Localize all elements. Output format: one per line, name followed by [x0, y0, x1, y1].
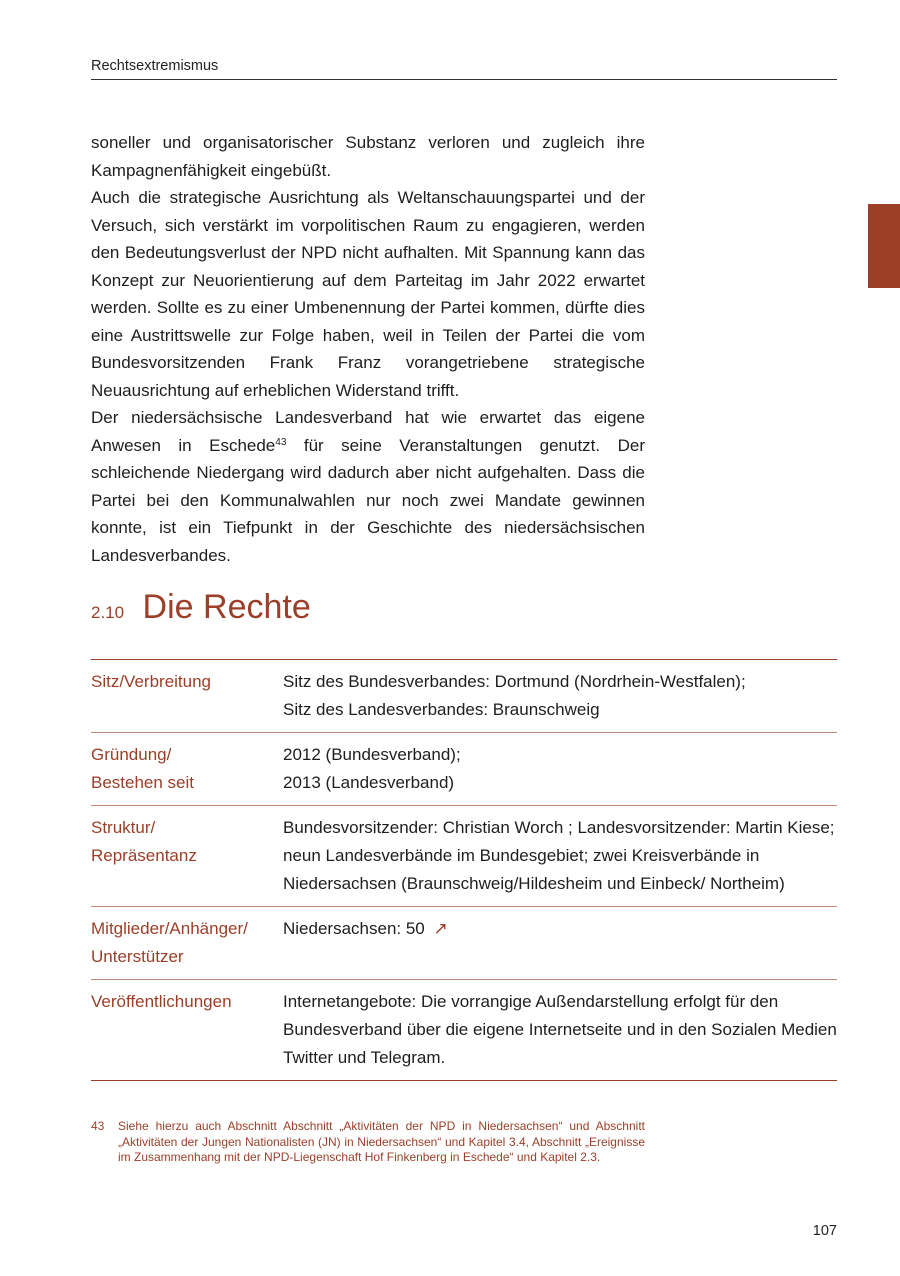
row-label — [91, 915, 283, 971]
table-row — [91, 906, 837, 979]
paragraph-text: Der niedersächsische Landesverband hat wie erwartet das eigene Anwesen in Eschede — [91, 408, 645, 455]
footnote-number: 43 — [91, 1119, 105, 1133]
row-label — [91, 988, 283, 1072]
row-label-line: Unterstützer — [91, 947, 184, 966]
section-title: Die Rechte — [142, 588, 311, 626]
section-number: 2.10 — [91, 603, 125, 622]
profile-table — [91, 659, 837, 1081]
page-number: 107 — [812, 1223, 837, 1239]
row-label — [91, 741, 283, 797]
row-label — [91, 668, 283, 724]
row-label-line: Veröffentlichungen — [91, 992, 232, 1011]
paragraph: Auch die strategische Ausrichtung als Weltanschauungspartei und der Versuch, sich verstärkt im vorpolitischen Raum zu engagieren, werden den Bedeutungsverlust der NPD nicht aufhalten. Mit Spannung kann das Konzept zur Neuorientierung auf dem Parteitag im Jahr 2022 erwartet werden. Sollte es zu einer Umbenennung der Partei kommen, dürfte dies eine Austrittswelle zur Folge haben, weil in Teilen der Partei die vom Bundesvorsitzenden Frank Franz vorangetriebene strategische Neuausrichtung auf erheblichen Widerstand trifft. — [91, 188, 645, 400]
row-label-line: Gründung/ — [91, 745, 172, 764]
paragraph: soneller und organisatorischer Substanz verloren und zugleich ihre Kampagnenfähigkeit eingebüßt. — [91, 133, 645, 180]
footnote — [91, 1119, 645, 1166]
row-label-line: Mitglieder/Anhänger/ — [91, 919, 248, 938]
footnote-text: Siehe hierzu auch Abschnitt Abschnitt „Aktivitäten der NPD in Niedersachsen“ und Abschnitt „Aktivitäten der Jungen Nationalisten (JN) in Niedersachsen“ und Kapitel 3.4, Abschnitt „Ereignisse im Zusammenhang mit der NPD-Liegenschaft Hof Finkenberg in Eschede“ und Kapitel 2.3. — [118, 1119, 645, 1164]
row-label-line: Sitz/Verbreitung — [91, 672, 212, 691]
row-value-line: 2012 (Bundesverband); — [283, 745, 461, 764]
row-value — [283, 915, 837, 971]
footnote-reference[interactable]: 43 — [275, 436, 287, 448]
row-label-line: Repräsentanz — [91, 846, 197, 865]
row-value-line: Sitz des Bundesverbandes: Dortmund (Nordrhein-Westfalen); — [283, 672, 746, 691]
row-value-line: Sitz des Landesverbandes: Braunschweig — [283, 700, 600, 719]
row-label — [91, 814, 283, 898]
table-row — [91, 979, 837, 1080]
table-row — [91, 805, 837, 906]
row-label-line: Struktur/ — [91, 818, 156, 837]
running-head: Rechtsextremismus — [91, 58, 837, 80]
row-value — [283, 668, 837, 724]
table-row — [91, 660, 837, 732]
row-value-line: 2013 (Landesverband) — [283, 773, 455, 792]
arrow-up-right-icon: ↗ — [433, 919, 448, 938]
paragraph — [91, 404, 645, 569]
row-label-line: Bestehen seit — [91, 773, 195, 792]
paragraph-text: für seine Veranstaltungen genutzt. Der schleichende Niedergang wird dadurch aber nicht aufgehalten. Dass die Partei bei den Kommunalwahlen nur noch zwei Mandate gewinnen konnte, ist ein Tiefpunkt in der Geschichte des niedersächsischen Landesverbandes. — [91, 435, 645, 565]
section-heading — [91, 588, 311, 627]
chapter-tab-marker — [868, 204, 900, 288]
row-value — [283, 741, 837, 797]
table-row — [91, 732, 837, 805]
member-count: Niedersachsen: 50 — [283, 919, 425, 938]
body-text — [91, 129, 645, 569]
row-value: Bundesvorsitzender: Christian Worch ; Landesvorsitzender: Martin Kiese; neun Landesverbände im Bundesgebiet; zwei Kreisverbände in Niedersachsen (Braunschweig/Hildesheim und Einbeck/ Northeim) — [283, 818, 835, 893]
row-value: Internetangebote: Die vorrangige Außendarstellung erfolgt für den Bundesverband über die eigene Internetseite und in den Sozialen Medien Twitter und Telegram. — [283, 992, 837, 1067]
